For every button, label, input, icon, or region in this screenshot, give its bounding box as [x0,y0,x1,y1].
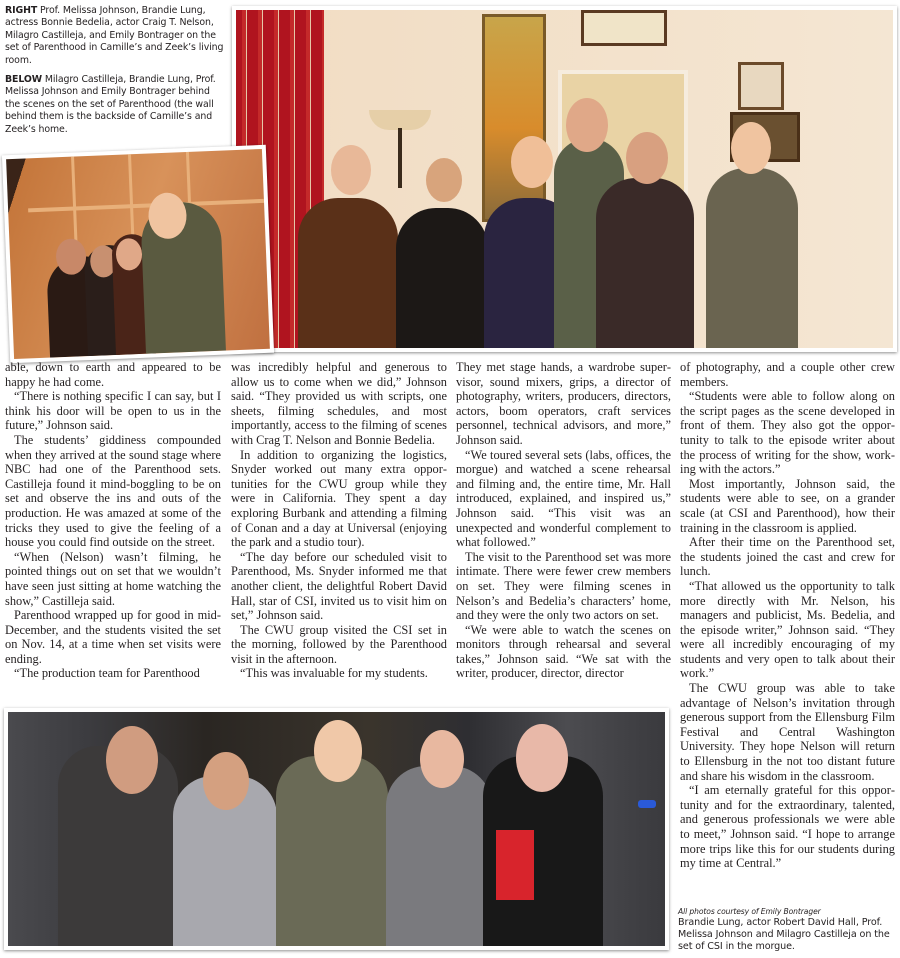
person-head [511,136,553,188]
article-paragraph: “The day before our scheduled visit to Parenthood, Ms. Snyder informed me that another client, the delightful Robert David Hall, star of CSI, invited us to visit him on set,” Johnson said. [231,549,447,623]
person-melissa-johnson [386,766,492,946]
person-head [331,145,371,195]
floor-lamp [369,110,431,130]
photo-credit: All photos courtesy of Emily Bontrager [678,907,821,916]
article-paragraph: The students’ giddiness compounded when they arrived at the sound stage where NBC had one of the Parenthood sets. Castilleja found it mind-boggling to be on set and observe the ins and outs of the production. He was amazed at some of the tricks they used to give the feeling of a house you could find outside on the street. [5,432,221,550]
article-paragraph: was incredibly helpful and generous to allow us to come when we did,” Johnson said. “They provided us with scripts, one sheets, filming schedules, and most importantly, access to the filming of scenes with Crag T. Nelson and Bonnie Bedelia. [231,360,447,447]
article-paragraph: “We were able to watch the scenes on monitors through rehearsal and several takes,” Johnson said. “We sat with the writer, producer, director, director [456,622,671,681]
caption-block-bottom [678,907,898,954]
lamp-pole [398,128,402,188]
painting [482,14,546,222]
caption-right-text: Prof. Melissa Johnson, Brandie Lung, actress Bonnie Bedelia, actor Craig T. Nelson, Milagro Castilleja, and Emily Bontrager on the set of Parenthood in Camille’s and Zeek’s living room. [5,5,224,66]
article-paragraph: The CWU group was able to take advantage of Nelson’s invitation through generous support from the Ellensburg Film Festival and Central Washington University. They hope Nelson will return to Ellensburg in the not too distant future and share his wisdom in the classroom. [680,681,895,783]
article-paragraph: After their time on the Parenthood set, the students joined the cast and crew for lunch. [680,535,895,579]
article-column-2 [231,360,447,681]
article-column-4 [680,360,895,871]
caption-below-text: Milagro Castilleja, Brandie Lung, Prof. Melissa Johnson and Emily Bontrager behind the scenes on the set of Parenthood (the wall behind them is the backside of Camille’s and Zeek’s home. [5,74,216,135]
article-paragraph: of photography, and a couple other crew members. [680,360,895,389]
photo-scene [8,712,665,946]
caption-block-top [5,5,227,143]
caption-right [5,5,227,67]
person-emily-bontrager [706,168,798,348]
article-column-1 [5,360,221,681]
photo-behind-the-scenes [2,145,274,363]
article-paragraph: “There is nothing specific I can say, but I think his door will be open to us in the future,” Johnson said. [5,389,221,433]
person-milagro-castilleja [596,178,694,348]
person-head [314,720,362,782]
article-paragraph: The CWU group visited the CSI set in the morning, followed by the Parenthood visit in the afternoon. [231,622,447,666]
photo-scene [6,149,270,359]
caption-right-label: RIGHT [5,5,38,16]
home-sweet-home-sign [581,10,667,46]
person-head [626,132,668,184]
article-paragraph: Most importantly, Johnson said, the students were able to see, on a grander scale (at CSI and Parenthood), how their training in the classroom is applied. [680,476,895,535]
article-paragraph: The visit to the Parenthood set was more intimate. There were fewer crew members on set. They were filming scenes in Nelson’s and Bedelia’s characters’ home, and they were the only two actors on set. [456,549,671,623]
article-paragraph: Parenthood wrapped up for good in mid-December, and the students visited the set on Nov. 14, at a time when set visits were ending. [5,608,221,666]
article-paragraph: “We toured several sets (labs, offices, the morgue) and watched a scene rehearsal and filming and, the entire time, Mr. Hall introduced, explained, and inspired us,” Johnson said. “This visit was an unexpected and wonderful complement to what followed.” [456,447,671,550]
blue-water-tap [638,800,656,808]
person-brandie-lung [396,208,488,348]
person-head [106,726,158,794]
caption-bottom-text: Brandie Lung, actor Robert David Hall, Prof. Melissa Johnson and Milagro Castilleja on the set of CSI in the morgue. [678,917,890,953]
article-paragraph: “Students were able to follow along on the script pages as the scene developed in front of them. They also got the opportunity to talk to the episode writer about the process of writing for the show, working with the actors.” [680,389,895,477]
person-head [566,98,608,152]
article-paragraph: “I am eternally grateful for this opportunity and for the extraordinary, talented, and generous professionals we were able to meet,” Johnson said. “I hope to arrange more trips like this for our students during my time at Central.” [680,783,895,871]
red-house-shirt-graphic [496,830,534,900]
article-paragraph: In addition to organizing the logistics, Snyder worked out many extra opportunities for the CWU group while they were in California. They spent a day exploring Burbank and attending a filming of Conan and a day at Universal (enjoying the park and a studio tour). [231,447,447,550]
person-head [731,122,771,174]
picture-frame [738,62,784,110]
article-paragraph: able, down to earth and appeared to be happy he had come. [5,360,221,389]
photo-scene [236,10,893,348]
article-paragraph: “The production team for Parenthood [14,666,200,681]
article-paragraph: They met stage hands, a wardrobe supervisor, sound mixers, grips, a director of photography, writers, producers, directors, actors, boom operators, craft services personnel, technical advisors, and more,” Johnson said. [456,360,671,447]
person-melissa-johnson [298,198,398,348]
person-head [426,158,462,202]
person-emily-bontrager [276,756,388,946]
photo-parenthood-living-room [232,6,897,352]
caption-below [5,74,227,136]
article-paragraph: “That allowed us the opportunity to talk more directly with Mr. Nelson, his managers and publicist, Ms. Bedelia, and the episode writer,” Johnson said. “They were all incredibly encouraging of my students and very open to talk about their work.” [680,578,895,681]
person-head [516,724,568,792]
photo-csi-set [4,708,669,950]
person-head [420,730,464,788]
article-paragraph: “This was invaluable for my students. [240,666,428,681]
article-column-3 [456,360,671,681]
caption-below-label: BELOW [5,74,42,86]
article-paragraph: “When (Nelson) wasn’t filming, he pointed things out on set that we wouldn’t have seen just sitting at home watching the show,” Castilleja said. [5,549,221,608]
person-head [203,752,249,810]
